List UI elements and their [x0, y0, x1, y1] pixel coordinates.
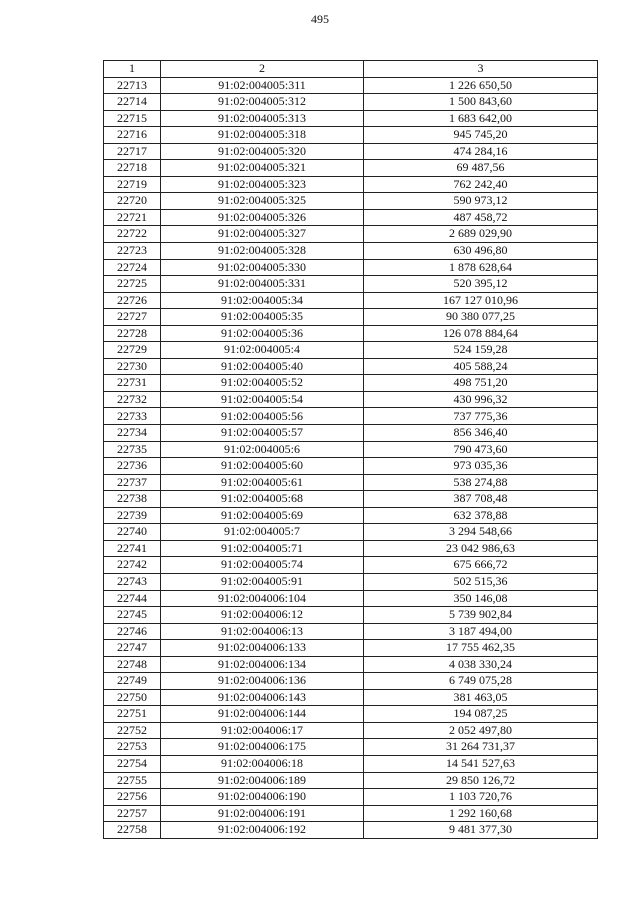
cadastral-number-cell: 91:02:004005:60 [161, 458, 364, 475]
cadastral-number-cell: 91:02:004005:318 [161, 127, 364, 144]
table-row [104, 573, 598, 590]
cadastral-value-cell: 790 473,60 [364, 441, 598, 458]
row-number-cell: 22714 [104, 94, 161, 111]
cadastral-number-cell: 91:02:004006:18 [161, 755, 364, 772]
row-number-cell: 22736 [104, 458, 161, 475]
cadastral-value-cell: 17 755 462,35 [364, 640, 598, 657]
cadastral-value-cell: 474 284,16 [364, 143, 598, 160]
cadastral-number-cell: 91:02:004006:143 [161, 689, 364, 706]
table-row [104, 822, 598, 839]
row-number-cell: 22733 [104, 408, 161, 425]
cadastral-number-cell: 91:02:004005:34 [161, 292, 364, 309]
table-row [104, 491, 598, 508]
cadastral-value-cell: 502 515,36 [364, 573, 598, 590]
cadastral-number-cell: 91:02:004005:311 [161, 77, 364, 94]
table-row [104, 408, 598, 425]
table-row [104, 557, 598, 574]
cadastral-value-cell: 1 226 650,50 [364, 77, 598, 94]
table-row [104, 706, 598, 723]
cadastral-number-cell: 91:02:004006:136 [161, 673, 364, 690]
row-number-cell: 22747 [104, 640, 161, 657]
cadastral-number-cell: 91:02:004005:91 [161, 573, 364, 590]
cadastral-value-cell: 126 078 884,64 [364, 325, 598, 342]
cadastral-number-cell: 91:02:004006:104 [161, 590, 364, 607]
cadastral-value-cell: 737 775,36 [364, 408, 598, 425]
cadastral-number-cell: 91:02:004005:52 [161, 375, 364, 392]
table-row [104, 259, 598, 276]
page-number: 495 [311, 12, 329, 26]
table-row [104, 209, 598, 226]
cadastral-value-cell: 387 708,48 [364, 491, 598, 508]
row-number-cell: 22741 [104, 540, 161, 557]
row-number-cell: 22737 [104, 474, 161, 491]
cadastral-value-cell: 3 294 548,66 [364, 524, 598, 541]
cadastral-value-cell: 1 103 720,76 [364, 789, 598, 806]
table-row [104, 607, 598, 624]
row-number-cell: 22721 [104, 209, 161, 226]
column-header-2: 2 [161, 61, 364, 78]
table-row [104, 375, 598, 392]
cadastral-value-cell: 487 458,72 [364, 209, 598, 226]
cadastral-number-cell: 91:02:004005:320 [161, 143, 364, 160]
table-row [104, 160, 598, 177]
cadastral-number-cell: 91:02:004006:12 [161, 607, 364, 624]
column-header-1: 1 [104, 61, 161, 78]
cadastral-value-cell: 2 689 029,90 [364, 226, 598, 243]
cadastral-value-cell: 69 487,56 [364, 160, 598, 177]
table-row [104, 342, 598, 359]
cadastral-value-cell: 90 380 077,25 [364, 309, 598, 326]
row-number-cell: 22739 [104, 507, 161, 524]
row-number-cell: 22752 [104, 722, 161, 739]
cadastral-value-cell: 405 588,24 [364, 358, 598, 375]
cadastral-number-cell: 91:02:004005:40 [161, 358, 364, 375]
row-number-cell: 22743 [104, 573, 161, 590]
cadastral-value-cell: 194 087,25 [364, 706, 598, 723]
row-number-cell: 22719 [104, 176, 161, 193]
row-number-cell: 22723 [104, 243, 161, 260]
table-row [104, 292, 598, 309]
cadastral-number-cell: 91:02:004005:69 [161, 507, 364, 524]
cadastral-number-cell: 91:02:004005:321 [161, 160, 364, 177]
table-row [104, 640, 598, 657]
row-number-cell: 22754 [104, 755, 161, 772]
row-number-cell: 22730 [104, 358, 161, 375]
column-header-3: 3 [364, 61, 598, 78]
cadastral-number-cell: 91:02:004005:57 [161, 425, 364, 442]
cadastral-value-cell: 762 242,40 [364, 176, 598, 193]
cadastral-number-cell: 91:02:004005:56 [161, 408, 364, 425]
cadastral-value-cell: 29 850 126,72 [364, 772, 598, 789]
cadastral-number-cell: 91:02:004005:331 [161, 276, 364, 293]
cadastral-value-cell: 167 127 010,96 [364, 292, 598, 309]
cadastral-number-cell: 91:02:004006:191 [161, 805, 364, 822]
cadastral-number-cell: 91:02:004005:74 [161, 557, 364, 574]
table-row [104, 474, 598, 491]
cadastral-number-cell: 91:02:004005:328 [161, 243, 364, 260]
cadastral-number-cell: 91:02:004005:7 [161, 524, 364, 541]
cadastral-number-cell: 91:02:004005:326 [161, 209, 364, 226]
cadastral-value-cell: 31 264 731,37 [364, 739, 598, 756]
cadastral-value-cell: 973 035,36 [364, 458, 598, 475]
cadastral-number-cell: 91:02:004005:313 [161, 110, 364, 127]
cadastral-value-cell: 23 042 986,63 [364, 540, 598, 557]
row-number-cell: 22717 [104, 143, 161, 160]
table-header-row [104, 61, 598, 78]
table-row [104, 358, 598, 375]
table-row [104, 458, 598, 475]
cadastral-number-cell: 91:02:004006:13 [161, 623, 364, 640]
cadastral-value-cell: 945 745,20 [364, 127, 598, 144]
row-number-cell: 22748 [104, 656, 161, 673]
cadastral-value-cell: 1 292 160,68 [364, 805, 598, 822]
row-number-cell: 22732 [104, 391, 161, 408]
cadastral-value-cell: 430 996,32 [364, 391, 598, 408]
cadastral-value-cell: 524 159,28 [364, 342, 598, 359]
cadastral-number-cell: 91:02:004006:190 [161, 789, 364, 806]
cadastral-value-cell: 1 500 843,60 [364, 94, 598, 111]
row-number-cell: 22724 [104, 259, 161, 276]
cadastral-number-cell: 91:02:004005:4 [161, 342, 364, 359]
cadastral-number-cell: 91:02:004005:68 [161, 491, 364, 508]
table-row [104, 656, 598, 673]
row-number-cell: 22758 [104, 822, 161, 839]
table-row [104, 722, 598, 739]
cadastral-value-cell: 381 463,05 [364, 689, 598, 706]
table-row [104, 77, 598, 94]
row-number-cell: 22716 [104, 127, 161, 144]
cadastral-value-cell: 520 395,12 [364, 276, 598, 293]
table-row [104, 127, 598, 144]
row-number-cell: 22745 [104, 607, 161, 624]
row-number-cell: 22755 [104, 772, 161, 789]
row-number-cell: 22744 [104, 590, 161, 607]
cadastral-number-cell: 91:02:004005:6 [161, 441, 364, 458]
row-number-cell: 22757 [104, 805, 161, 822]
cadastral-value-cell: 538 274,88 [364, 474, 598, 491]
table-row [104, 441, 598, 458]
table-row [104, 309, 598, 326]
cadastral-number-cell: 91:02:004005:54 [161, 391, 364, 408]
table-row [104, 524, 598, 541]
table-row [104, 623, 598, 640]
row-number-cell: 22753 [104, 739, 161, 756]
table-row [104, 755, 598, 772]
cadastral-number-cell: 91:02:004006:17 [161, 722, 364, 739]
table-row [104, 94, 598, 111]
cadastral-number-cell: 91:02:004006:175 [161, 739, 364, 756]
table-row [104, 805, 598, 822]
cadastral-number-cell: 91:02:004006:133 [161, 640, 364, 657]
cadastral-number-cell: 91:02:004005:35 [161, 309, 364, 326]
row-number-cell: 22734 [104, 425, 161, 442]
table-row [104, 425, 598, 442]
row-number-cell: 22713 [104, 77, 161, 94]
cadastral-value-cell: 1 683 642,00 [364, 110, 598, 127]
table-row [104, 276, 598, 293]
cadastral-number-cell: 91:02:004006:192 [161, 822, 364, 839]
cadastral-value-cell: 3 187 494,00 [364, 623, 598, 640]
row-number-cell: 22746 [104, 623, 161, 640]
row-number-cell: 22742 [104, 557, 161, 574]
row-number-cell: 22720 [104, 193, 161, 210]
cadastral-value-cell: 1 878 628,64 [364, 259, 598, 276]
table-row [104, 673, 598, 690]
table-row [104, 540, 598, 557]
row-number-cell: 22718 [104, 160, 161, 177]
cadastral-value-cell: 632 378,88 [364, 507, 598, 524]
cadastral-value-cell: 590 973,12 [364, 193, 598, 210]
cadastral-number-cell: 91:02:004005:312 [161, 94, 364, 111]
table-row [104, 325, 598, 342]
cadastral-value-cell: 630 496,80 [364, 243, 598, 260]
table-row [104, 739, 598, 756]
row-number-cell: 22722 [104, 226, 161, 243]
cadastral-value-cell: 4 038 330,24 [364, 656, 598, 673]
row-number-cell: 22735 [104, 441, 161, 458]
cadastral-value-cell: 675 666,72 [364, 557, 598, 574]
cadastral-value-cell: 5 739 902,84 [364, 607, 598, 624]
table-row [104, 391, 598, 408]
cadastral-number-cell: 91:02:004006:189 [161, 772, 364, 789]
table-row [104, 193, 598, 210]
table-body [104, 77, 598, 838]
table-row [104, 689, 598, 706]
cadastral-value-cell: 2 052 497,80 [364, 722, 598, 739]
cadastral-number-cell: 91:02:004005:325 [161, 193, 364, 210]
row-number-cell: 22727 [104, 309, 161, 326]
cadastral-value-cell: 856 346,40 [364, 425, 598, 442]
cadastral-value-cell: 350 146,08 [364, 590, 598, 607]
cadastral-value-table [103, 60, 598, 839]
cadastral-number-cell: 91:02:004005:36 [161, 325, 364, 342]
row-number-cell: 22750 [104, 689, 161, 706]
row-number-cell: 22738 [104, 491, 161, 508]
row-number-cell: 22725 [104, 276, 161, 293]
table-row [104, 243, 598, 260]
row-number-cell: 22749 [104, 673, 161, 690]
table-row [104, 507, 598, 524]
row-number-cell: 22726 [104, 292, 161, 309]
table-row [104, 226, 598, 243]
row-number-cell: 22728 [104, 325, 161, 342]
row-number-cell: 22751 [104, 706, 161, 723]
row-number-cell: 22740 [104, 524, 161, 541]
table-row [104, 176, 598, 193]
table-row [104, 110, 598, 127]
table-row [104, 143, 598, 160]
row-number-cell: 22756 [104, 789, 161, 806]
cadastral-number-cell: 91:02:004005:330 [161, 259, 364, 276]
table-row [104, 789, 598, 806]
cadastral-value-cell: 6 749 075,28 [364, 673, 598, 690]
cadastral-number-cell: 91:02:004005:71 [161, 540, 364, 557]
table-row [104, 772, 598, 789]
cadastral-number-cell: 91:02:004006:134 [161, 656, 364, 673]
cadastral-value-cell: 498 751,20 [364, 375, 598, 392]
cadastral-number-cell: 91:02:004005:327 [161, 226, 364, 243]
table-row [104, 590, 598, 607]
cadastral-number-cell: 91:02:004005:61 [161, 474, 364, 491]
cadastral-number-cell: 91:02:004005:323 [161, 176, 364, 193]
cadastral-value-cell: 14 541 527,63 [364, 755, 598, 772]
row-number-cell: 22729 [104, 342, 161, 359]
row-number-cell: 22715 [104, 110, 161, 127]
cadastral-number-cell: 91:02:004006:144 [161, 706, 364, 723]
cadastral-value-cell: 9 481 377,30 [364, 822, 598, 839]
row-number-cell: 22731 [104, 375, 161, 392]
